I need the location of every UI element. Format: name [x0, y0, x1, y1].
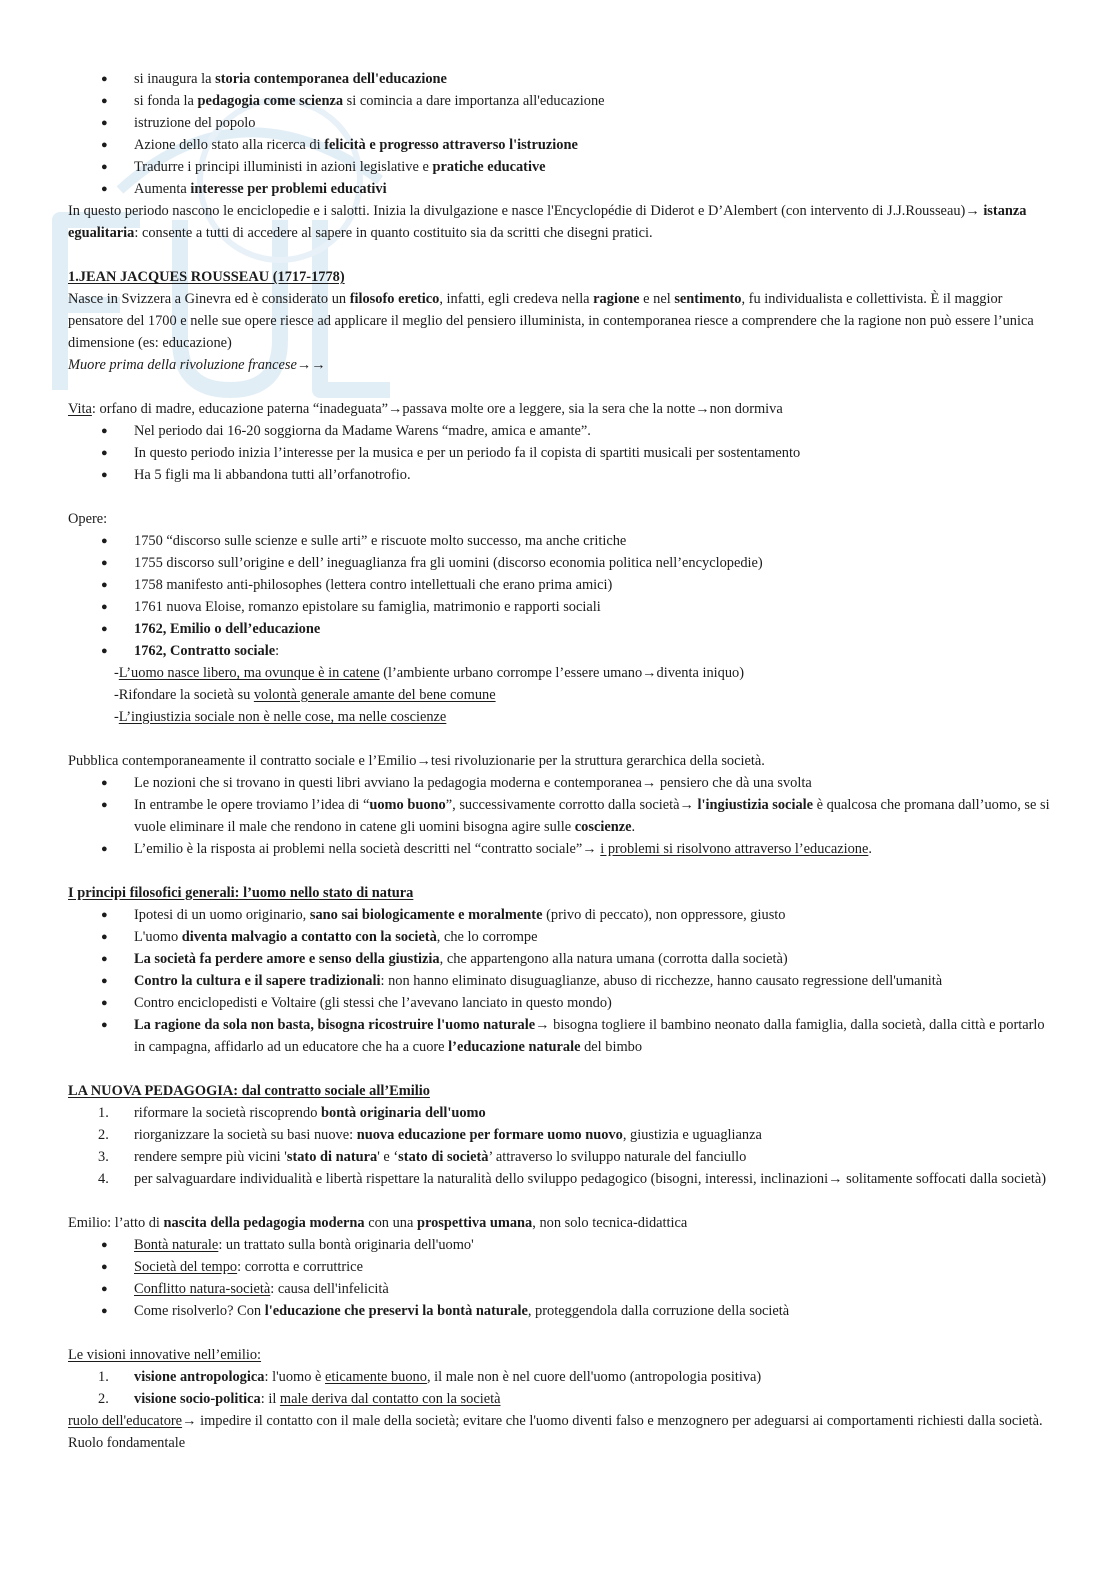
list-item: ● 1755 discorso sull’origine e dell’ ineguaglianza fra gli uomini (discorso economia politica nell’encyclopedie) — [68, 552, 1052, 574]
vita-bullet-list — [68, 420, 1052, 486]
list-item: ● In entrambe le opere troviamo l’idea di “uomo buono”, successivamente corrotto dalla società→ l'ingiustizia sociale è qualcosa che promana dall’uomo, se si vuole eliminare il male che rendono in catene gli uomini bisogna agire sulle coscienze. — [68, 794, 1052, 838]
vita-paragraph: Vita: orfano di madre, educazione paterna “inadeguata”→passava molte ore a leggere, sia la sera che la notte→non dormiva — [68, 401, 783, 417]
list-item: ● Le nozioni che si trovano in questi libri avviano la pedagogia moderna e contemporanea→ pensiero che dà una svolta — [68, 772, 1052, 794]
nuova-pedagogia-list — [68, 1102, 1052, 1190]
list-item: ● L’emilio è la risposta ai problemi nella società descritti nel “contratto sociale”→ i problemi si risolvono attraverso l’educazione. — [68, 838, 1052, 860]
rousseau-death-note: Muore prima della rivoluzione francese→→ — [68, 357, 326, 373]
list-item: 2. visione socio-politica: il male deriva dal contatto con la società — [98, 1391, 501, 1407]
list-item: ● Tradurre i principi illuministi in azioni legislative e pratiche educative — [68, 156, 1052, 178]
contratto-line: -Rifondare la società su volontà generale amante del bene comune — [114, 687, 496, 703]
list-item: ● In questo periodo inizia l’interesse per la musica e per un periodo fa il copista di spartiti musicali per sostentamento — [68, 442, 1052, 464]
intro-bullet-list — [68, 68, 1052, 200]
list-item: 1. riformare la società riscoprendo bontà originaria dell'uomo — [98, 1105, 486, 1121]
list-item: ● si inaugura la storia contemporanea dell'educazione — [68, 68, 1052, 90]
visioni-list — [68, 1366, 1052, 1410]
list-item: ● Contro la cultura e il sapere tradizionali: non hanno eliminato disuguaglianze, abuso di ricchezze, hanno causato regressione dell'umanità — [68, 970, 1052, 992]
list-item: ● Ha 5 figli ma li abbandona tutti all’orfanotrofio. — [68, 464, 1052, 486]
list-item: ● L'uomo diventa malvagio a contatto con la società, che lo corrompe — [68, 926, 1052, 948]
list-item: ● Contro enciclopedisti e Voltaire (gli stessi che l’avevano lanciato in questo mondo) — [68, 992, 1052, 1014]
opere-bullet-list — [68, 530, 1052, 662]
visioni-heading: Le visioni innovative nell’emilio: — [68, 1347, 262, 1363]
list-item: 2. riorganizzare la società su basi nuove: nuova educazione per formare uomo nuovo, giustizia e uguaglianza — [98, 1127, 762, 1143]
nuova-pedagogia-heading: LA NUOVA PEDAGOGIA: dal contratto sociale all’Emilio — [68, 1083, 430, 1099]
pubblica-paragraph: Pubblica contemporaneamente il contratto sociale e l’Emilio→tesi rivoluzionarie per la struttura gerarchica della società. — [68, 753, 765, 769]
list-item: ● Azione dello stato alla ricerca di felicità e progresso attraverso l'istruzione — [68, 134, 1052, 156]
intro-paragraph: In questo periodo nascono le enciclopedie e i salotti. Inizia la divulgazione e nasce l'Encyclopédie di Diderot e D’Alembert (con intervento di J.J.Rousseau)→ istanza egualitaria: consente a tutti di accedere al sapere in quanto costituito sia da scritti che disegni pratici. — [68, 203, 1027, 241]
contratto-line: -L’ingiustizia sociale non è nelle cose, ma nelle coscienze — [114, 709, 447, 725]
list-item: ● 1762, Emilio o dell’educazione — [68, 618, 1052, 640]
contratto-line: -L’uomo nasce libero, ma ovunque è in catene (l’ambiente urbano corrompe l’essere umano→diventa iniquo) — [114, 665, 745, 681]
ruolo-educatore-paragraph: ruolo dell'educatore→ impedire il contatto con il male della società; evitare che l'uomo diventi falso e menzognero per adeguarsi ai comportamenti richiesti dalla società. Ruolo fondamentale — [68, 1413, 1043, 1451]
list-item: ● Conflitto natura-società: causa dell'infelicità — [68, 1278, 1052, 1300]
emilio-bullet-list — [68, 1234, 1052, 1322]
list-item: ● 1758 manifesto anti-philosophes (lettera contro intellettuali che erano prima amici) — [68, 574, 1052, 596]
opere-label: Opere: — [68, 511, 108, 527]
list-item: ● Aumenta interesse per problemi educativi — [68, 178, 1052, 200]
list-item: ● Società del tempo: corrotta e corruttrice — [68, 1256, 1052, 1278]
list-item: ● Bontà naturale: un trattato sulla bontà originaria dell'uomo' — [68, 1234, 1052, 1256]
list-item: ● La ragione da sola non basta, bisogna ricostruire l'uomo naturale→ bisogna togliere il bambino neonato dalla famiglia, dalla società, dalla città e portarlo in campagna, affidarlo ad un educatore che ha a cuore l’educazione naturale del bimbo — [68, 1014, 1052, 1058]
list-item: 4. per salvaguardare individualità e libertà rispettare la naturalità dello sviluppo pedagogico (bisogni, interessi, inclinazioni→ solitamente soffocati dalla società) — [98, 1171, 1047, 1187]
list-item: ● istruzione del popolo — [68, 112, 1052, 134]
list-item: ● 1762, Contratto sociale: — [68, 640, 1052, 662]
list-item: 3. rendere sempre più vicini 'stato di natura' e ‘stato di società’ attraverso lo sviluppo naturale del fanciullo — [98, 1149, 747, 1165]
vita-label: Vita — [68, 401, 92, 417]
list-item: ● Ipotesi di un uomo originario, sano sai biologicamente e moralmente (privo di peccato), non oppressore, giusto — [68, 904, 1052, 926]
list-item: ● Nel periodo dai 16-20 soggiorna da Madame Warens “madre, amica e amante”. — [68, 420, 1052, 442]
list-item: ● La società fa perdere amore e senso della giustizia, che appartengono alla natura umana (corrotta dalla società) — [68, 948, 1052, 970]
principi-heading: I principi filosofici generali: l’uomo nello stato di natura — [68, 885, 414, 901]
list-item: ● 1761 nuova Eloise, romanzo epistolare su famiglia, matrimonio e rapporti sociali — [68, 596, 1052, 618]
rousseau-heading: 1.JEAN JACQUES ROUSSEAU (1717-1778) — [68, 269, 345, 285]
emilio-paragraph: Emilio: l’atto di nascita della pedagogia moderna con una prospettiva umana, non solo tecnica-didattica — [68, 1215, 688, 1231]
pubblica-bullet-list — [68, 772, 1052, 860]
list-item: ● Come risolverlo? Con l'educazione che preservi la bontà naturale, proteggendola dalla corruzione della società — [68, 1300, 1052, 1322]
document-page — [68, 68, 1052, 1454]
list-item: 1. visione antropologica: l'uomo è eticamente buono, il male non è nel cuore dell'uomo (antropologia positiva) — [98, 1369, 762, 1385]
list-item: ● 1750 “discorso sulle scienze e sulle arti” e riscuote molto successo, ma anche critiche — [68, 530, 1052, 552]
principi-bullet-list — [68, 904, 1052, 1058]
rousseau-paragraph: Nasce in Svizzera a Ginevra ed è considerato un filosofo eretico, infatti, egli credeva nella ragione e nel sentimento, fu individualista e collettivista. È il maggior pensatore del 1700 e nelle sue opere riesce ad applicare il meglio del pensiero illuminista, in contemporanea riesce a comprendere che la ragione non può essere l’unica dimensione (es: educazione) — [68, 291, 1034, 351]
list-item: ● si fonda la pedagogia come scienza si comincia a dare importanza all'educazione — [68, 90, 1052, 112]
